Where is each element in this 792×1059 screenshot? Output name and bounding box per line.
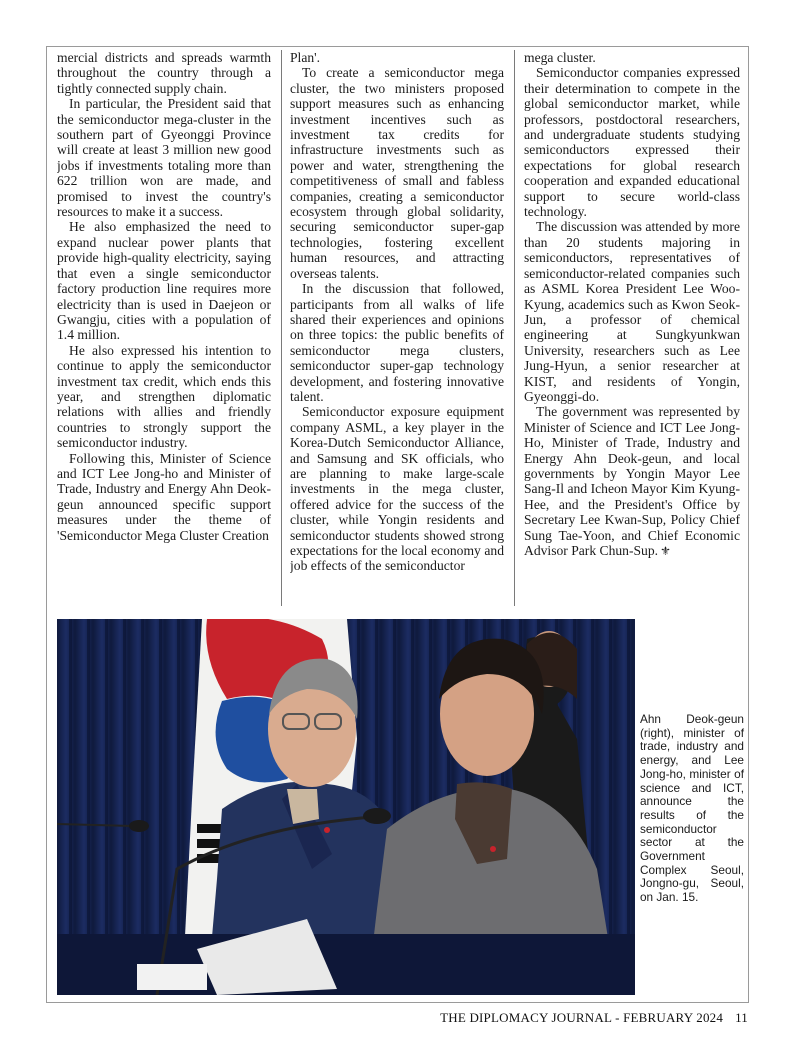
article-paragraph: Following this, Minister of Science and ICT Lee Jong-ho and Minister of Trade, Industry and Energy Ahn Deok-geun announced specific support measures under the theme of 'Semiconductor Mega Cluster Creation [57,450,271,543]
article-paragraph: To create a semiconductor mega cluster, the two ministers proposed support measures such as enhancing investment incentives such as investment tax credits for infrastructure investments such as power and water, strengthening the competitiveness of small and fabless companies, creating a semiconductor ecosystem through global solidarity, securing semiconductor super-gap technologies, fostering excellent human resources, and attracting overseas talents. [290,65,504,281]
article-paragraph: In the discussion that followed, participants from all walks of life shared their experiences and opinions on three topics: the public benefits of semiconductor mega clusters, semiconductor super-gap technology development, and fostering innovative talent. [290,281,504,404]
article-photo [57,619,635,995]
article-paragraph: mercial districts and spreads warmth throughout the country through a tightly connected supply chain. [57,50,271,96]
article-column-3 [524,50,740,606]
article-paragraph: He also emphasized the need to expand nuclear power plants that provide high-quality electricity, saying that even a single semiconductor factory production line requires more electricity than is used in Daejeon or Gwangju, cities with a population of 1.4 million. [57,219,271,343]
publication-name: THE DIPLOMACY JOURNAL - FEBRUARY 2024 [440,1010,724,1025]
article-column-2 [290,50,504,606]
article-paragraph [524,404,740,559]
column-divider [281,50,282,606]
article-paragraph: He also expressed his intention to continue to apply the semiconductor investment tax credit, which ends this year, and strengthen diplomatic relations with allies and friendly countries to strongly support the semiconductor industry. [57,342,271,451]
page-footer [440,1010,748,1026]
article-column-1 [57,50,271,606]
column-divider [514,50,515,606]
photo-illustration [57,619,635,995]
end-mark-icon: ⚜ [660,544,671,558]
photo-caption: Ahn Deok-geun (right), minister of trade, industry and energy, and Lee Jong-ho, minister of science and ICT, announce the results of the semiconductor sector at the Government Complex Seoul, Jongno-gu, Seoul, on Jan. 15. [640,712,744,905]
article-paragraph: Semiconductor exposure equipment company ASML, a key player in the Korea-Dutch Semiconductor Alliance, and Samsung and SK officials, who are planning to make large-scale investments in the mega cluster, offered advice for the success of the cluster, while Yongin residents and semiconductor students showed strong expectations for the local economy and job effects of the semiconductor [290,404,504,574]
article-paragraph: The discussion was attended by more than 20 students majoring in semiconductors, representatives of semiconductor-related companies such as ASML Korea President Lee Woo-Kyung, academics such as Kwon Seok-Jun, a professor of chemical engineering at Sungkyunkwan University, researchers such as Lee Jung-Hyun, a senior researcher at KIST, and residents of Yongin, Gyeonggi-do. [524,219,740,404]
page-number: 11 [735,1010,748,1025]
article-paragraph: Plan'. [290,50,321,65]
article-paragraph-text: The government was represented by Minister of Science and ICT Lee Jong-Ho, Minister of Trade, Industry and Energy Ahn Deok-geun, and local governments by Yongin Mayor Lee Sang-Il and Icheon Mayor Kim Kyung-Hee, and the President's Office by Secretary Lee Kwan-Sup, Policy Chief Sung Tae-Yoon, and Chief Economic Advisor Park Chun-Sup. [524,404,740,558]
article-paragraph: Semiconductor companies expressed their determination to compete in the global semiconductor market, while professors, postdoctoral researchers, and undergraduate students studying semiconductors expressed their expectations for global research cooperation and expanded educational support to secure world-class technology. [524,65,740,220]
article-paragraph: mega cluster. [524,50,596,65]
article-paragraph: In particular, the President said that the semiconductor mega-cluster in the southern part of Gyeonggi Province will create at least 3 million new good jobs if investments totaling more than 622 trillion won are made, and promised to invest the country's resources to make it a success. [57,96,271,220]
